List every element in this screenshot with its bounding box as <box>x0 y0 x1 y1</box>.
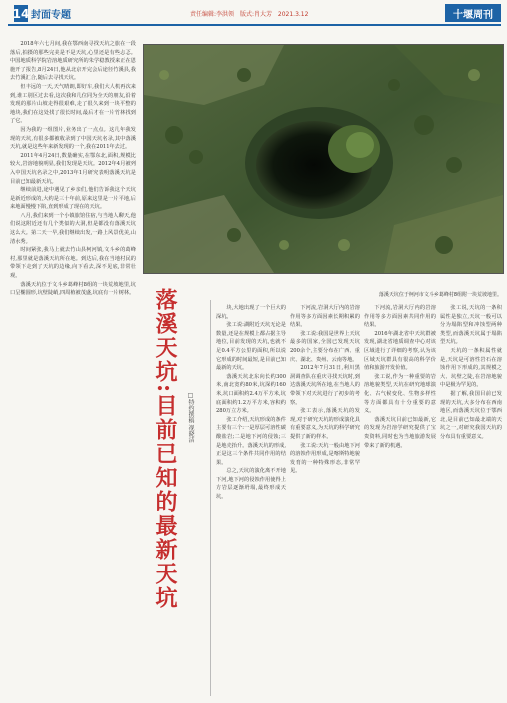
article-column-2 <box>216 304 286 696</box>
photo-caption: 落溪天坑位于柯河市文斗乡葛峰村8组附一块荒坡地里。 <box>378 292 502 298</box>
paragraph: 落溪天坑北东向长约300米,南北宽约80米,坑深约160米,坑口面积约2.4万平方米,坑底面积约1.2万平方米,容积约280万立方米。 <box>216 373 286 415</box>
paragraph: 2012年7月31日,利川黑洞调查队在重庆寻找天坑时,到达落溪天坑所在地,在当地人的带领下对天坑进行了初步的考察。 <box>290 365 360 406</box>
paragraph: 时间紧张,我马上就去竹山县柯河镇,文斗乡的葛峰村,那里就是落溪天坑所在地。到达后,我在当地村民的带领下走到了天坑的边缘,向下看去,深不见底,非常壮观。 <box>10 247 136 280</box>
paragraph: 天坑的一条积属性就是,天坑是可溶性岩石在溶蚀作用下形成的,其规模之大、坑壁之陡,在岩溶地貌中是极为罕见的。 <box>440 347 502 389</box>
paragraph: 2018年六七月间,我在鄂西南寻找天坑之旅在一段落后,拍摄的那些完美是不是天坑,心里还是有些忐忑。中国地质科学院岩溶地质研究所的朱学稳教授来正在恩施开了报告,8月24日,他从北京开完会后途径竹溪县,我去竹溪汇合,随后去寻找天坑。 <box>10 41 136 82</box>
issue-date: 2021.3.12 <box>277 11 309 18</box>
paragraph: 张工说:天坑一般由地下河的溶蚀作用形成,是喀斯特地貌发育的一种特殊形态,非常罕见。 <box>290 442 360 475</box>
article-headline: 落溪天坑:目前已知的最新天坑 <box>152 288 178 611</box>
section-title: 封面专题 <box>31 10 71 21</box>
article-column-5 <box>440 304 502 696</box>
paragraph: 张工表示,落溪天坑的发现,对于研究天坑的形成演化具有重要意义,为天坑的科学研究提供了新的样本。 <box>290 408 360 440</box>
article-column-1 <box>10 40 136 696</box>
paragraph: 继续前进,途中遇见了乡亲们,他们告诉我这个天坑是新近形成的,大约是三十年前,原来这里是一片平地,后来地面慢慢下陷,直到形成了现在的天坑。 <box>10 187 136 211</box>
sinkhole-aerial-photo <box>143 44 504 274</box>
paragraph: 张工说,作为一种重要的岩溶地貌类型,天坑在研究地球演化、古气候变化、生物多样性等方面都具有十分重要的意义。 <box>364 373 436 415</box>
paragraph: 2011年4月24日,数量确实,在鄂东北,面积,规模比较大,岩溶地貌明显,我们发现是天坑。2012年4月被列入中国天坑名录之中,2013年1月研究表明落溪天坑是目前已知最新天坑。 <box>10 152 136 185</box>
page-number: 14 <box>12 6 30 21</box>
paragraph: 张工说:湖附近天坑无论是数量,还是在规模上都占据主导地位,目前发现的天坑,也就不足0.4平方公里的面积,所以说它形成的时间最短,是目前已知最新的天坑。 <box>216 322 286 372</box>
paragraph: 张工说,天坑的一条积属性是独立,天坑一般可以分为塌陷型和冲蚀型两种类型,而落溪天坑属于塌陷型天坑。 <box>440 305 502 346</box>
paragraph: 但丰远的一天,天气晴朗,即好车,我们大人机再次来到,谁工别区过去看,这次我和几位同为全天的朋友,沿着发现的那片山坡走得很艰难,走了很久来到一块平整的地块,我们在这处找了很长时间,最后才在一片竹林找到了它。 <box>10 83 136 125</box>
paragraph: 下河流,岩洞大厅内的岩溶作用等多方面因素长期积累的结果。 <box>290 305 360 329</box>
editor-credit: 责任编辑:李洪领 <box>190 11 235 18</box>
paragraph: 据了解,我国目前已发现的天坑,大多分布在西南地区,而落溪天坑位于鄂西北,是目前已知最北端的天坑之一,对研究我国天坑的分布具有重要意义。 <box>440 390 502 440</box>
paragraph: 八月,我们来到一个小镇旅馆住宿,与当地人聊天,他们说这附近还有几个类似的大洞,但是都没有落溪天坑这么大。第二天一早,我们继续出发,一路上风景优美,山清水秀。 <box>10 212 136 245</box>
article-column-3 <box>290 304 360 696</box>
editor-meta <box>190 9 312 18</box>
paragraph: 落溪天坑位于文斗乡葛峰村8组的一块荒坡地里,坑口呈椭圆形,坑壁陡峭,四周植被茂盛,坑底有一片树林。 <box>10 281 136 297</box>
paragraph: 落溪天坑目前已知最新,它的发现为岩溶学研究提供了宝贵资料,同时也为当地旅游发展带来了新的机遇。 <box>364 416 436 449</box>
article-column-4 <box>364 304 436 696</box>
paragraph: 张工介绍,天坑形成的条件主要有三个:一是厚层可溶性碳酸盐岩;二是地下河的侵蚀;三是地壳抬升。落溪天坑的形成,正是这三个条件共同作用的结果。 <box>216 416 286 466</box>
article-byline: □特约撰稿 视晓洁 <box>187 392 194 443</box>
paragraph: 张工说:我国是世界上天坑最多的国家,全国已发现天坑200余个,主要分布在广西、重庆、湖北、贵州、云南等地。 <box>290 330 360 363</box>
paragraph: 下河流,岩洞大厅内的岩溶作用等多方面因素共同作用的结果。 <box>364 305 436 329</box>
brand-masthead: 十堰周刊 <box>445 4 501 22</box>
paragraph: 块,大地出现了一个巨大的深坑。 <box>216 305 286 320</box>
paragraph: 总之,天坑的演化离不开地下河,地下河的侵蚀作用使得上方岩层逐渐坍塌,最终形成天坑。 <box>216 468 286 501</box>
paragraph: 2016年湖北省中天坑群被发现,湖北省地质调查中心对该区域进行了详细的考察,认为该区域天坑群具有很高的科学价值和旅游开发价值。 <box>364 330 436 372</box>
layout-credit: 版式:肖大芳 <box>239 11 272 18</box>
paragraph: 因为我的一组图片,业务出了一点点。这几年我发现的天坑,有很多都被收录到了中国天坑名录,其中落溪天坑,就是这些年来新发现的一个,我在2011年去过。 <box>10 126 136 151</box>
header-rule <box>8 24 501 26</box>
column-divider <box>210 300 211 696</box>
page-header <box>0 0 507 26</box>
